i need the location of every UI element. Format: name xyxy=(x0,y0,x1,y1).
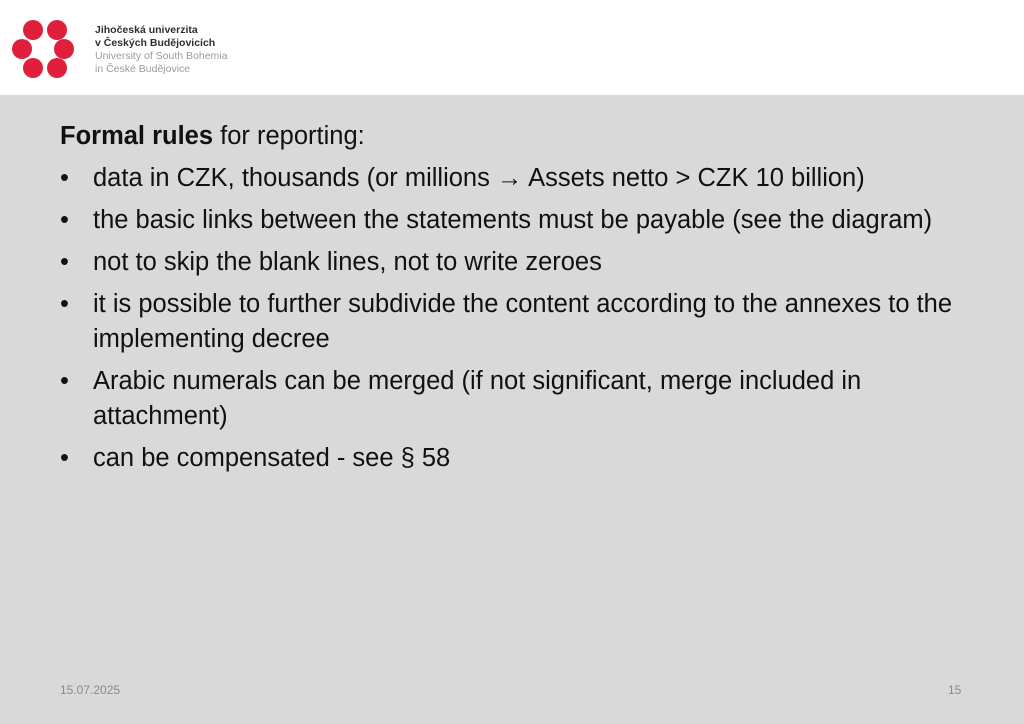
rules-list xyxy=(60,161,980,476)
list-item xyxy=(60,245,980,280)
list-item xyxy=(60,441,980,476)
list-item-text: can be compensated - see § 58 xyxy=(93,444,451,472)
bullet-icon: • xyxy=(60,444,69,472)
list-item xyxy=(60,203,980,238)
list-item-text: the basic links between the statements must be payable (see the diagram) xyxy=(93,206,933,234)
bullet-icon: • xyxy=(60,206,69,234)
list-item-text: data in CZK, thousands (or millions → Assets netto > CZK 10 billion) xyxy=(93,164,865,192)
logo-line-czech-name: Jihočeská univerzita xyxy=(95,24,198,36)
list-item xyxy=(60,364,980,434)
bullet-icon: • xyxy=(60,367,69,395)
list-item-text: Arabic numerals can be merged (if not significant, merge included in attachment) xyxy=(93,367,862,430)
footer-date: 15.07.2025 xyxy=(60,683,121,697)
slide-heading xyxy=(60,119,980,154)
bullet-icon: • xyxy=(60,290,69,318)
bullet-icon: • xyxy=(60,164,69,192)
logo-line-english-city: in České Budějovice xyxy=(95,63,191,75)
logo-line-czech-city: v Českých Budějovicích xyxy=(95,37,216,49)
list-item-text: not to skip the blank lines, not to write zeroes xyxy=(93,248,602,276)
footer-page-number: 15 xyxy=(948,683,962,697)
list-item-text: it is possible to further subdivide the content according to the annexes to the implementing decree xyxy=(93,290,953,353)
logo-line-english-name: University of South Bohemia xyxy=(95,50,228,62)
list-item xyxy=(60,161,980,196)
university-logo-text xyxy=(95,24,227,76)
university-dots-logo-icon xyxy=(12,16,78,82)
header-bar xyxy=(0,0,1024,95)
bullet-icon: • xyxy=(60,248,69,276)
slide-content xyxy=(60,119,980,483)
heading-bold-part: Formal rules xyxy=(60,122,214,150)
list-item xyxy=(60,287,980,357)
heading-regular-part: for reporting: xyxy=(213,122,365,150)
